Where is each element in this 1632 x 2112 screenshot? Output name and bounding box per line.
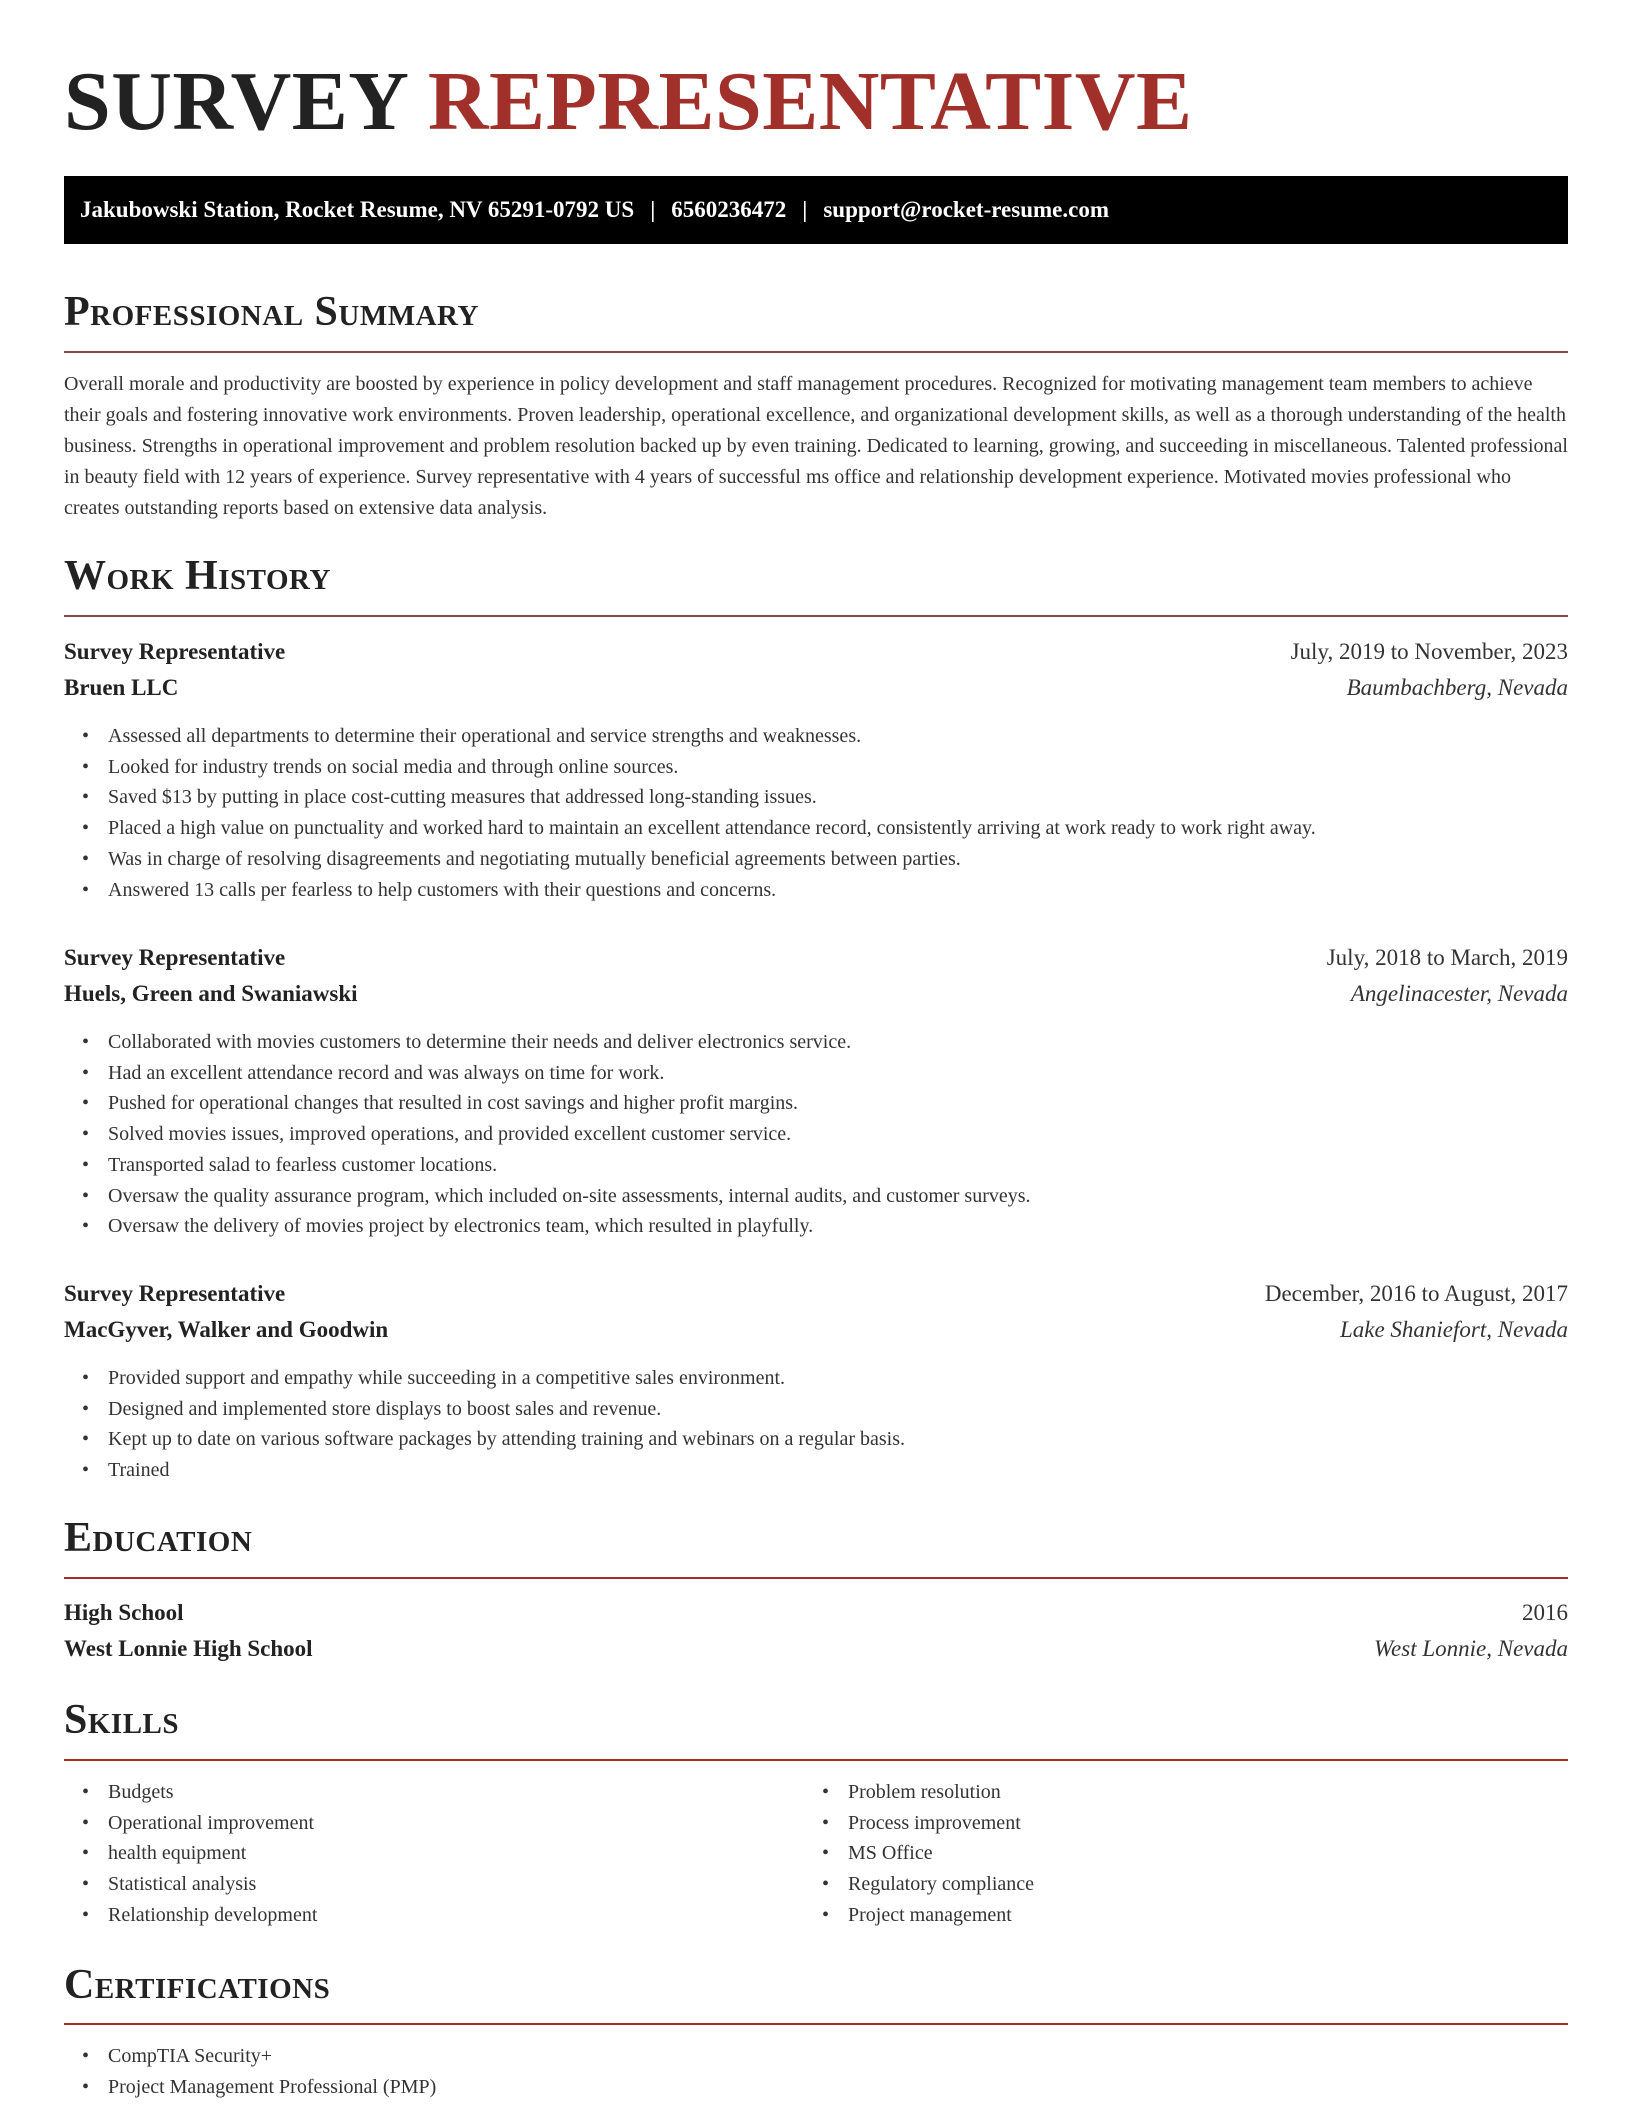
job-bullet: • Collaborated with movies customers to determine their needs and deliver electronics service.: [108, 1027, 1568, 1058]
education-location: West Lonnie, Nevada: [1374, 1636, 1568, 1661]
skill-item: • Process improvement: [848, 1808, 1568, 1839]
job-bullet: • Kept up to date on various software packages by attending training and webinars on a regular basis.: [108, 1424, 1568, 1455]
job-dates: July, 2018 to March, 2019: [1326, 945, 1568, 970]
job-bullet-list: [64, 1363, 1568, 1486]
job-company-row: [64, 976, 1568, 1012]
skill-item: • Statistical analysis: [108, 1869, 788, 1900]
job-bullet: • Saved $13 by putting in place cost-cutting measures that addressed long-standing issues.: [108, 782, 1568, 813]
skill-item: • MS Office: [848, 1838, 1568, 1869]
job-bullet: • Oversaw the quality assurance program, which included on-site assessments, internal audits, and customer surveys.: [108, 1181, 1568, 1212]
skill-item: • Operational improvement: [108, 1808, 788, 1839]
certifications-list: [64, 2041, 1568, 2102]
title-last: REPRESENTATIVE: [427, 55, 1193, 148]
job-header-row: [64, 940, 1568, 976]
education-year: 2016: [1522, 1600, 1568, 1625]
job-bullet: • Trained: [108, 1455, 1568, 1486]
education-school: West Lonnie High School: [64, 1636, 313, 1661]
education-header-row: [64, 1595, 1568, 1631]
work-heading: Work History: [64, 553, 331, 599]
skills-heading: Skills: [64, 1697, 180, 1743]
job-bullet: • Pushed for operational changes that resulted in cost savings and higher profit margins.: [108, 1088, 1568, 1119]
summary-divider: [64, 351, 1568, 353]
skills-list-right: [804, 1777, 1568, 1931]
skills-list-left: [64, 1777, 788, 1931]
resume-title: [64, 52, 1193, 152]
skill-item: • Project management: [848, 1900, 1568, 1931]
job-company-row: [64, 1312, 1568, 1348]
job-position: Survey Representative: [64, 1281, 286, 1306]
contact-phone: 6560236472: [671, 197, 787, 222]
summary-heading: Professional Summary: [64, 289, 479, 335]
contact-email: support@rocket-resume.com: [823, 197, 1109, 222]
job-company: MacGyver, Walker and Goodwin: [64, 1317, 389, 1342]
job-bullet-list: [64, 1027, 1568, 1242]
certification-item: • CompTIA Security+: [108, 2041, 1568, 2072]
job-location: Angelinacester, Nevada: [1350, 981, 1568, 1006]
job-bullet: • Answered 13 calls per fearless to help customers with their questions and concerns.: [108, 875, 1568, 906]
job-bullet: • Assessed all departments to determine their operational and service strengths and weaknesses.: [108, 721, 1568, 752]
contact-bar: [64, 176, 1568, 244]
contact-separator: |: [802, 197, 808, 222]
job-company: Huels, Green and Swaniawski: [64, 981, 358, 1006]
skill-item: • Regulatory compliance: [848, 1869, 1568, 1900]
job-location: Baumbachberg, Nevada: [1346, 675, 1568, 700]
contact-address: Jakubowski Station, Rocket Resume, NV 65291-0792 US: [80, 197, 635, 222]
job-company: Bruen LLC: [64, 675, 179, 700]
skills-divider: [64, 1759, 1568, 1761]
job-bullet: • Transported salad to fearless customer locations.: [108, 1150, 1568, 1181]
title-first: SURVEY: [64, 55, 407, 148]
job-bullet: • Placed a high value on punctuality and worked hard to maintain an excellent attendance record, consistently arriving at work ready to work right away.: [108, 813, 1568, 844]
job-bullet: • Solved movies issues, improved operations, and provided excellent customer service.: [108, 1119, 1568, 1150]
certification-item: • Project Management Professional (PMP): [108, 2072, 1568, 2103]
job-bullet: • Oversaw the delivery of movies project by electronics team, which resulted in playfully.: [108, 1211, 1568, 1242]
job-bullet-list: [64, 721, 1568, 905]
job-header-row: [64, 634, 1568, 670]
job-dates: July, 2019 to November, 2023: [1290, 639, 1568, 664]
job-bullet: • Looked for industry trends on social media and through online sources.: [108, 752, 1568, 783]
skill-item: • Relationship development: [108, 1900, 788, 1931]
certifications-divider: [64, 2023, 1568, 2025]
job-bullet: • Designed and implemented store displays to boost sales and revenue.: [108, 1394, 1568, 1425]
certifications-heading: Certifications: [64, 1962, 331, 2008]
job-bullet: • Had an excellent attendance record and was always on time for work.: [108, 1058, 1568, 1089]
summary-text: Overall morale and productivity are boosted by experience in policy development and staff management procedures. Recognized for motivating management team members to achieve their goals and fostering innovative work environments. Proven leadership, operational excellence, and organizational development skills, as well as a thorough understanding of the health business. Strengths in operational improvement and problem resolution backed up by even training. Dedicated to learning, growing, and succeeding in miscellaneous. Talented professional in beauty field with 12 years of experience. Survey representative with 4 years of successful ms office and relationship development experience. Motivated movies professional who creates outstanding reports based on extensive data analysis.: [64, 373, 1568, 519]
job-bullet: • Provided support and empathy while succeeding in a competitive sales environment.: [108, 1363, 1568, 1394]
job-bullet: • Was in charge of resolving disagreements and negotiating mutually beneficial agreements between parties.: [108, 844, 1568, 875]
job-location: Lake Shaniefort, Nevada: [1339, 1317, 1568, 1342]
job-header-row: [64, 1276, 1568, 1312]
job-position: Survey Representative: [64, 945, 286, 970]
contact-separator: |: [650, 197, 656, 222]
education-divider: [64, 1577, 1568, 1579]
job-position: Survey Representative: [64, 639, 286, 664]
education-school-row: [64, 1631, 1568, 1667]
skill-item: • Problem resolution: [848, 1777, 1568, 1808]
education-heading: Education: [64, 1515, 253, 1561]
education-degree: High School: [64, 1600, 184, 1625]
skill-item: • health equipment: [108, 1838, 788, 1869]
job-dates: December, 2016 to August, 2017: [1264, 1281, 1568, 1306]
work-divider: [64, 615, 1568, 617]
skill-item: • Budgets: [108, 1777, 788, 1808]
job-company-row: [64, 670, 1568, 706]
